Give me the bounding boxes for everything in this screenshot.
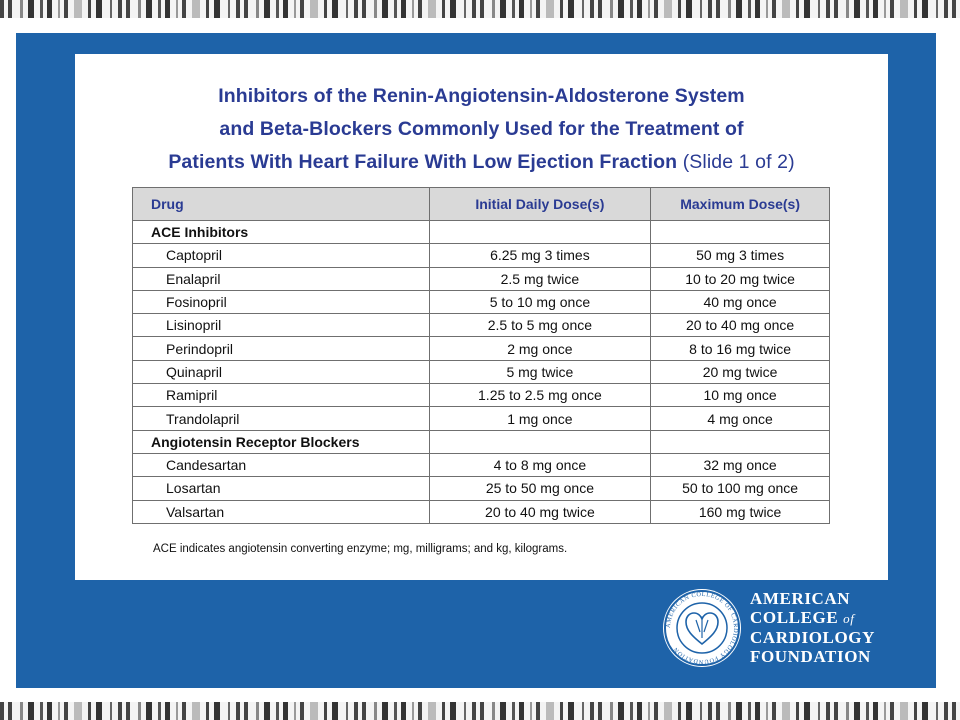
decorative-bar <box>324 702 327 720</box>
drug-cell: Lisinopril <box>133 314 430 337</box>
decorative-bar <box>686 702 692 720</box>
decorative-bar <box>354 702 358 720</box>
title-line-2: and Beta-Blockers Commonly Used for the Treatment of <box>219 118 744 140</box>
decorative-bar <box>294 702 296 720</box>
decorative-bar <box>206 0 209 18</box>
maximum-dose-cell: 10 to 20 mg twice <box>651 267 830 290</box>
decorative-bar <box>900 0 908 18</box>
decorative-bar <box>236 702 240 720</box>
drug-cell: Candesartan <box>133 453 430 476</box>
decorative-bar <box>804 702 810 720</box>
group-name-cell: Angiotensin Receptor Blockers <box>133 430 430 453</box>
group-empty-cell <box>651 430 830 453</box>
decorative-bar <box>394 702 397 720</box>
decorative-bar <box>96 702 102 720</box>
decorative-bar <box>118 702 122 720</box>
logo-line-3: CARDIOLOGY <box>750 628 876 647</box>
decorative-bar <box>176 0 178 18</box>
drug-cell: Fosinopril <box>133 290 430 313</box>
drug-cell: Enalapril <box>133 267 430 290</box>
decorative-bar <box>610 702 613 720</box>
decorative-bar <box>47 702 52 720</box>
decorative-bar <box>678 0 681 18</box>
group-empty-cell <box>651 221 830 244</box>
decorative-bar <box>442 702 445 720</box>
content-card <box>75 54 888 580</box>
decorative-bar <box>648 702 650 720</box>
decorative-bar <box>700 702 702 720</box>
decorative-bar <box>708 0 712 18</box>
slide-note: (Slide 1 of 2) <box>682 151 795 173</box>
decorative-bar <box>890 0 894 18</box>
decorative-bar <box>804 0 810 18</box>
group-empty-cell <box>429 430 651 453</box>
decorative-bar <box>818 702 820 720</box>
logo-line-2-of: of <box>843 611 855 626</box>
decorative-bar <box>854 0 860 18</box>
decorative-bar <box>922 0 928 18</box>
table-row <box>133 407 830 430</box>
decorative-bar <box>138 702 141 720</box>
table-row <box>133 290 830 313</box>
initial-dose-cell: 2.5 to 5 mg once <box>429 314 651 337</box>
decorative-bar <box>176 702 178 720</box>
decorative-bar <box>418 0 422 18</box>
decorative-bar <box>766 702 768 720</box>
decorative-bar <box>256 0 259 18</box>
decorative-bar <box>536 0 540 18</box>
decorative-bar <box>536 702 540 720</box>
decorative-bar <box>582 702 584 720</box>
decorative-bar <box>890 702 894 720</box>
decorative-bar <box>228 0 230 18</box>
decorative-bar <box>796 0 799 18</box>
decorative-bar <box>300 702 304 720</box>
maximum-dose-cell: 20 mg twice <box>651 360 830 383</box>
decorative-bar <box>716 702 720 720</box>
decorative-bar <box>546 702 554 720</box>
decorative-bar <box>914 702 917 720</box>
decorative-bar <box>276 0 279 18</box>
decorative-bar <box>96 0 102 18</box>
decorative-bar <box>146 702 152 720</box>
acc-foundation-logo <box>750 589 875 666</box>
decorative-bar <box>0 0 4 18</box>
decorative-bar <box>276 702 279 720</box>
maximum-dose-cell: 10 mg once <box>651 384 830 407</box>
decorative-bar <box>126 0 130 18</box>
decorative-bar <box>654 0 658 18</box>
decorative-bar <box>382 702 388 720</box>
decorative-bar <box>428 0 436 18</box>
decorative-bar <box>834 702 838 720</box>
initial-dose-cell: 1.25 to 2.5 mg once <box>429 384 651 407</box>
decorative-bar <box>346 702 348 720</box>
initial-dose-cell: 5 to 10 mg once <box>429 290 651 313</box>
decorative-bar <box>748 702 751 720</box>
decorative-bar <box>512 0 515 18</box>
decorative-bar <box>922 702 928 720</box>
decorative-bar <box>236 0 240 18</box>
decorative-bar <box>214 702 220 720</box>
decorative-bar <box>8 702 12 720</box>
decorative-bar <box>464 702 466 720</box>
decorative-bar <box>58 0 60 18</box>
decorative-bar <box>192 0 200 18</box>
logo-line-2-main: COLLEGE <box>750 608 839 627</box>
decorative-bar <box>772 702 776 720</box>
decorative-bar <box>165 0 170 18</box>
table-body <box>133 221 830 524</box>
decorative-bar <box>530 0 532 18</box>
top-decorative-strip <box>0 0 960 18</box>
initial-dose-cell: 1 mg once <box>429 407 651 430</box>
drug-cell: Losartan <box>133 477 430 500</box>
decorative-bar <box>664 702 672 720</box>
decorative-bar <box>374 0 377 18</box>
table-row <box>133 337 830 360</box>
decorative-bar <box>519 702 524 720</box>
table-row <box>133 314 830 337</box>
decorative-bar <box>492 0 495 18</box>
decorative-bar <box>560 0 563 18</box>
decorative-bar <box>834 0 838 18</box>
drug-cell: Quinapril <box>133 360 430 383</box>
decorative-bar <box>582 0 584 18</box>
maximum-dose-cell: 32 mg once <box>651 453 830 476</box>
decorative-bar <box>936 0 938 18</box>
logo-line-4: FOUNDATION <box>750 647 871 666</box>
decorative-bar <box>914 0 917 18</box>
decorative-bar <box>40 702 43 720</box>
decorative-bar <box>560 702 563 720</box>
decorative-bar <box>382 0 388 18</box>
decorative-bar <box>755 0 760 18</box>
decorative-bar <box>568 702 574 720</box>
decorative-bar <box>630 702 633 720</box>
decorative-bar <box>310 0 318 18</box>
table-row <box>133 453 830 476</box>
decorative-bar <box>630 0 633 18</box>
decorative-bar <box>900 702 908 720</box>
decorative-bar <box>294 0 296 18</box>
heart-seal-icon <box>662 588 742 668</box>
dose-table <box>132 187 830 524</box>
decorative-bar <box>772 0 776 18</box>
decorative-bar <box>118 0 122 18</box>
decorative-bar <box>618 702 624 720</box>
drug-cell: Perindopril <box>133 337 430 360</box>
decorative-bar <box>332 702 338 720</box>
group-name-cell: ACE Inhibitors <box>133 221 430 244</box>
decorative-bar <box>728 0 731 18</box>
maximum-dose-cell: 40 mg once <box>651 290 830 313</box>
table-row <box>133 267 830 290</box>
decorative-bar <box>20 702 23 720</box>
initial-dose-cell: 25 to 50 mg once <box>429 477 651 500</box>
drug-cell: Captopril <box>133 244 430 267</box>
drug-cell: Ramipril <box>133 384 430 407</box>
decorative-bar <box>846 0 849 18</box>
decorative-bar <box>736 0 742 18</box>
decorative-bar <box>598 702 602 720</box>
decorative-bar <box>58 702 60 720</box>
bottom-decorative-strip <box>0 702 960 720</box>
initial-dose-cell: 20 to 40 mg twice <box>429 500 651 523</box>
table-row <box>133 384 830 407</box>
decorative-bar <box>126 702 130 720</box>
decorative-bar <box>590 0 594 18</box>
decorative-bar <box>748 0 751 18</box>
title-line-3 <box>75 146 888 179</box>
decorative-bar <box>20 0 23 18</box>
title-line-3-text: Patients With Heart Failure With Low Ejection Fraction <box>168 151 678 173</box>
decorative-bar <box>310 702 318 720</box>
decorative-bar <box>736 702 742 720</box>
maximum-dose-cell: 8 to 16 mg twice <box>651 337 830 360</box>
decorative-bar <box>28 0 34 18</box>
decorative-bar <box>700 0 702 18</box>
decorative-bar <box>354 0 358 18</box>
decorative-bar <box>519 0 524 18</box>
header-drug: Drug <box>133 188 430 221</box>
decorative-bar <box>637 0 642 18</box>
decorative-bar <box>944 702 948 720</box>
decorative-bar <box>283 702 288 720</box>
initial-dose-cell: 5 mg twice <box>429 360 651 383</box>
slide-title <box>75 80 888 179</box>
header-initial-dose: Initial Daily Dose(s) <box>429 188 651 221</box>
decorative-bar <box>708 702 712 720</box>
decorative-bar <box>654 702 658 720</box>
decorative-bar <box>512 702 515 720</box>
decorative-bar <box>952 702 956 720</box>
decorative-bar <box>472 0 476 18</box>
decorative-bar <box>500 0 506 18</box>
decorative-bar <box>418 702 422 720</box>
decorative-bar <box>598 0 602 18</box>
decorative-bar <box>952 0 956 18</box>
decorative-bar <box>8 0 12 18</box>
initial-dose-cell: 6.25 mg 3 times <box>429 244 651 267</box>
decorative-bar <box>346 0 348 18</box>
decorative-bar <box>796 702 799 720</box>
decorative-bar <box>590 702 594 720</box>
table-row <box>133 477 830 500</box>
decorative-bar <box>412 702 414 720</box>
maximum-dose-cell: 20 to 40 mg once <box>651 314 830 337</box>
maximum-dose-cell: 160 mg twice <box>651 500 830 523</box>
decorative-bar <box>110 702 112 720</box>
decorative-bar <box>214 0 220 18</box>
decorative-bar <box>686 0 692 18</box>
decorative-bar <box>782 0 790 18</box>
decorative-bar <box>146 0 152 18</box>
decorative-bar <box>846 702 849 720</box>
decorative-bar <box>530 702 532 720</box>
decorative-bar <box>362 702 366 720</box>
decorative-bar <box>728 702 731 720</box>
table-row <box>133 244 830 267</box>
decorative-bar <box>766 0 768 18</box>
decorative-bar <box>618 0 624 18</box>
header-maximum-dose: Maximum Dose(s) <box>651 188 830 221</box>
decorative-bar <box>884 702 886 720</box>
decorative-bar <box>401 0 406 18</box>
decorative-bar <box>637 702 642 720</box>
decorative-bar <box>165 702 170 720</box>
decorative-bar <box>64 702 68 720</box>
decorative-bar <box>192 702 200 720</box>
decorative-bar <box>873 0 878 18</box>
decorative-bar <box>47 0 52 18</box>
decorative-bar <box>866 0 869 18</box>
seal-ring-text: AMERICAN COLLEGE OF CARDIOLOGY FOUNDATION <box>664 590 740 666</box>
decorative-bar <box>412 0 414 18</box>
decorative-bar <box>394 0 397 18</box>
decorative-bar <box>110 0 112 18</box>
decorative-bar <box>244 0 248 18</box>
drug-cell: Trandolapril <box>133 407 430 430</box>
decorative-bar <box>866 702 869 720</box>
decorative-bar <box>74 702 82 720</box>
decorative-bar <box>264 0 270 18</box>
decorative-bar <box>206 702 209 720</box>
decorative-bar <box>182 702 186 720</box>
decorative-bar <box>228 702 230 720</box>
decorative-bar <box>450 702 456 720</box>
decorative-bar <box>716 0 720 18</box>
table-row <box>133 500 830 523</box>
decorative-bar <box>283 0 288 18</box>
decorative-bar <box>300 0 304 18</box>
footnote: ACE indicates angiotensin converting enzyme; mg, milligrams; and kg, kilograms. <box>153 543 568 555</box>
decorative-bar <box>648 0 650 18</box>
table-row <box>133 360 830 383</box>
table-header-row <box>133 188 830 221</box>
decorative-bar <box>362 0 366 18</box>
decorative-bar <box>256 702 259 720</box>
decorative-bar <box>854 702 860 720</box>
decorative-bar <box>464 0 466 18</box>
decorative-bar <box>826 0 830 18</box>
initial-dose-cell: 4 to 8 mg once <box>429 453 651 476</box>
decorative-bar <box>64 0 68 18</box>
decorative-bar <box>492 702 495 720</box>
decorative-bar <box>74 0 82 18</box>
decorative-bar <box>332 0 338 18</box>
decorative-bar <box>610 0 613 18</box>
decorative-bar <box>264 702 270 720</box>
decorative-bar <box>442 0 445 18</box>
decorative-bar <box>0 702 4 720</box>
drug-cell: Valsartan <box>133 500 430 523</box>
decorative-bar <box>480 702 484 720</box>
decorative-bar <box>818 0 820 18</box>
decorative-bar <box>158 0 161 18</box>
decorative-bar <box>500 702 506 720</box>
maximum-dose-cell: 50 to 100 mg once <box>651 477 830 500</box>
initial-dose-cell: 2.5 mg twice <box>429 267 651 290</box>
decorative-bar <box>936 702 938 720</box>
decorative-bar <box>401 702 406 720</box>
decorative-bar <box>374 702 377 720</box>
title-line-1: Inhibitors of the Renin-Angiotensin-Aldosterone System <box>218 85 745 107</box>
group-empty-cell <box>429 221 651 244</box>
decorative-bar <box>480 0 484 18</box>
decorative-bar <box>88 702 91 720</box>
decorative-bar <box>182 0 186 18</box>
decorative-bar <box>873 702 878 720</box>
decorative-bar <box>138 0 141 18</box>
decorative-bar <box>324 0 327 18</box>
decorative-bar <box>826 702 830 720</box>
decorative-bar <box>40 0 43 18</box>
maximum-dose-cell: 4 mg once <box>651 407 830 430</box>
decorative-bar <box>884 0 886 18</box>
decorative-bar <box>755 702 760 720</box>
logo-line-1: AMERICAN <box>750 589 851 608</box>
decorative-bar <box>472 702 476 720</box>
decorative-bar <box>546 0 554 18</box>
decorative-bar <box>782 702 790 720</box>
decorative-bar <box>428 702 436 720</box>
decorative-bar <box>678 702 681 720</box>
decorative-bar <box>664 0 672 18</box>
decorative-bar <box>944 0 948 18</box>
table-group-row <box>133 221 830 244</box>
logo-line-2 <box>750 608 875 628</box>
maximum-dose-cell: 50 mg 3 times <box>651 244 830 267</box>
decorative-bar <box>568 0 574 18</box>
decorative-bar <box>88 0 91 18</box>
table-group-row <box>133 430 830 453</box>
decorative-bar <box>244 702 248 720</box>
decorative-bar <box>28 702 34 720</box>
decorative-bar <box>158 702 161 720</box>
initial-dose-cell: 2 mg once <box>429 337 651 360</box>
decorative-bar <box>450 0 456 18</box>
